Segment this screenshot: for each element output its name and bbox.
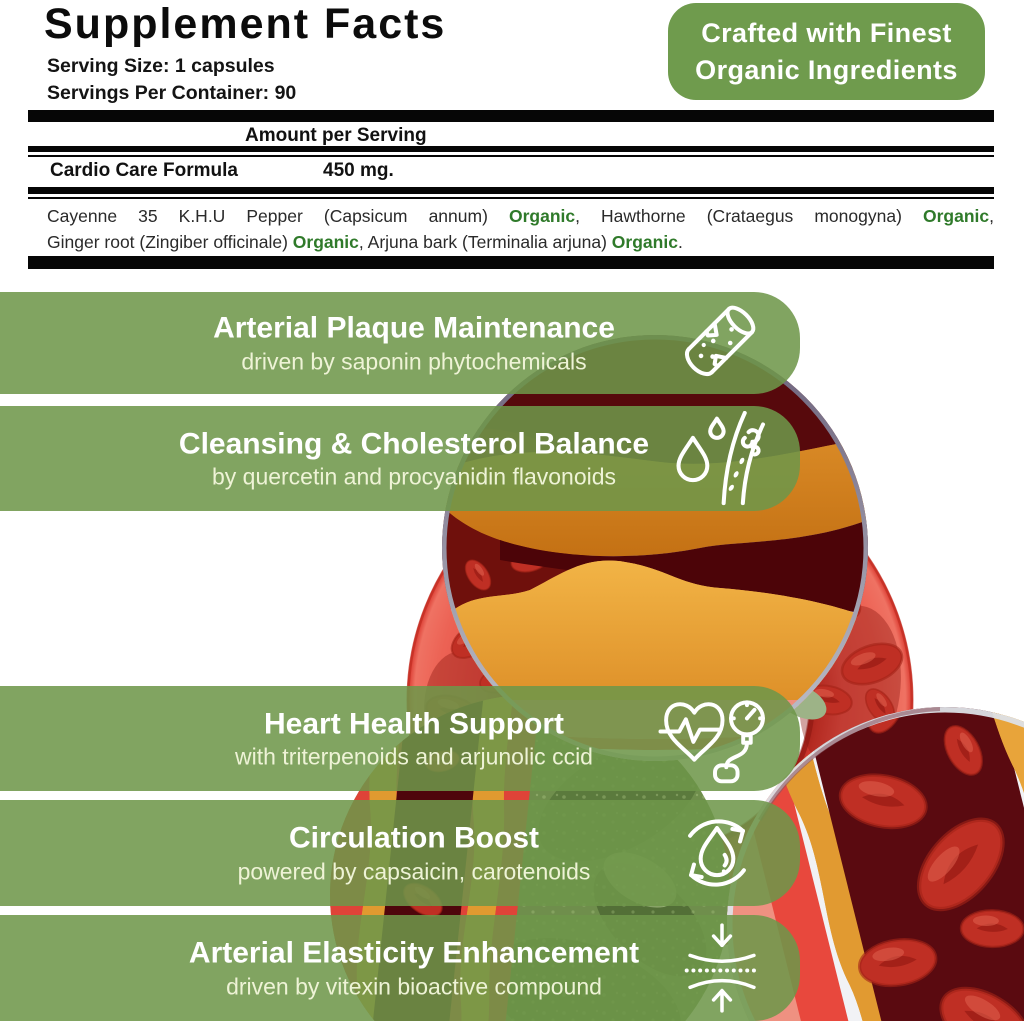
formula-amount: 450 mg.: [323, 160, 394, 181]
banner-subtitle: powered by capsaicin, carotenoids: [237, 858, 591, 885]
banner-subtitle: with triterpenoids and arjunolic ccid: [235, 743, 593, 770]
divider-bar: [28, 110, 994, 122]
banner-title: Heart Health Support: [263, 706, 565, 740]
ingredient-text: Ginger root (Zingiber officinale): [47, 232, 293, 252]
banner-title: Arterial Elasticity Enhancement: [188, 936, 640, 970]
divider-rule: [28, 197, 994, 199]
banner-title: Arterial Plaque Maintenance: [213, 311, 615, 345]
organic-highlight: Organic: [508, 206, 576, 226]
droplet-cycle-icon: [668, 805, 766, 901]
divider-bar: [28, 256, 994, 269]
banner-heart-health: [0, 686, 800, 791]
ingredient-text: Cayenne 35 K.H.U Pepper (Capsicum annum): [47, 206, 509, 226]
droplets-vessel-icon: [664, 411, 766, 507]
organic-highlight: Organic: [922, 206, 990, 226]
badge-line1: Crafted with Finest: [701, 17, 952, 48]
organic-badge: [668, 3, 985, 100]
elasticity-arrows-icon: [680, 921, 764, 1015]
ingredient-text: , Hawthorne (Crataegus monogyna): [575, 206, 923, 226]
ingredient-text: ,: [989, 206, 994, 226]
organic-highlight: Organic: [292, 232, 359, 252]
facts-title: Supplement Facts: [44, 0, 447, 48]
ingredient-text: , Arjuna bark (Terminalia arjuna): [358, 232, 612, 252]
badge-line2: Organic Ingredients: [695, 54, 958, 85]
banner-circulation-boost: [0, 800, 800, 906]
organic-highlight: Organic: [611, 232, 678, 252]
divider-rule: [28, 155, 994, 157]
banner-arterial-plaque: [0, 292, 800, 394]
servings-per-container: Servings Per Container: 90: [47, 82, 297, 104]
heart-pressure-icon: [658, 692, 772, 786]
ingredients-text: [47, 203, 994, 255]
banner-subtitle: driven by saponin phytochemicals: [241, 348, 587, 375]
amount-per-serving-header: Amount per Serving: [245, 125, 427, 146]
divider-rule: [28, 187, 994, 194]
divider-rule: [28, 146, 994, 152]
artery-tube-icon: [670, 295, 766, 391]
banner-title: Circulation Boost: [288, 821, 539, 855]
banner-arterial-elasticity: [0, 915, 800, 1021]
banner-subtitle: by quercetin and procyanidin flavonoids: [211, 463, 617, 490]
serving-size: Serving Size: 1 capsules: [47, 55, 275, 77]
banner-subtitle: driven by vitexin bioactive compound: [226, 973, 602, 1000]
banner-title: Cleansing & Cholesterol Balance: [178, 426, 650, 460]
banner-cholesterol-balance: [0, 406, 800, 511]
ingredient-text: .: [677, 232, 683, 252]
formula-name: Cardio Care Formula: [50, 160, 238, 181]
